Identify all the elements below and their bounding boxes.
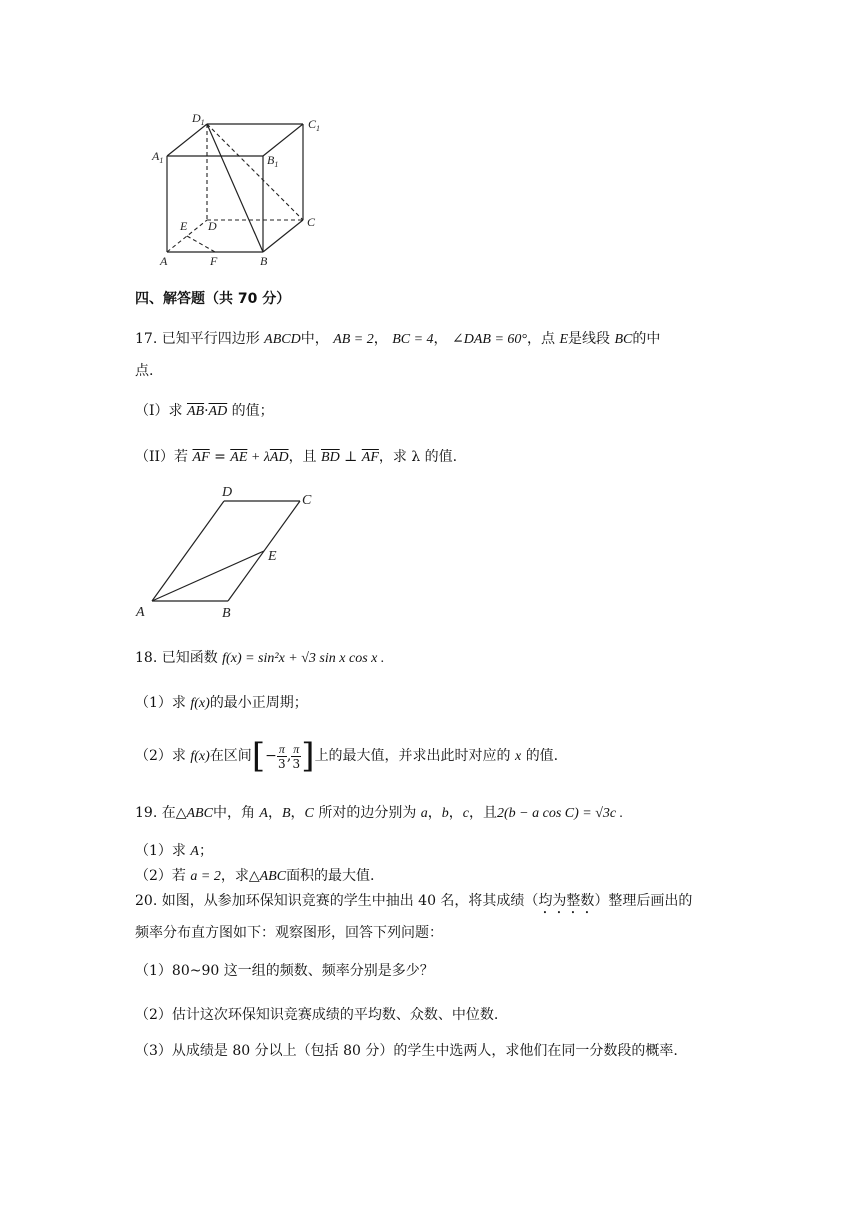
- q18-part2: （2）求 f(x)在区间[− $\frac{\pi}{3}$ , $\frac{\pi}{3}$ ]上的最大值，并求出此时对应的 x 的值.: [135, 736, 559, 776]
- q19-line1: 19. 在△ABC中，角 A，B，C 所对的边分别为 a，b，c，且2(b − a cos C) = √3c .: [135, 805, 624, 821]
- q18-line1: 18. 已知函数 f(x) = sin²x + √3 sin x cos x .: [135, 650, 385, 666]
- label-f: F: [210, 254, 218, 268]
- label-b1: $B_1$: [267, 153, 279, 169]
- label-a1: $A_1$: [152, 149, 164, 165]
- q18-part1: （1）求 f(x)的最小正周期；: [135, 695, 308, 711]
- q20-part1: （1）80~90 这一组的频数、频率分别是多少？: [135, 963, 434, 979]
- label-c1: $C_1$: [308, 117, 321, 133]
- cube-figure: [150, 110, 330, 270]
- label-d: D: [208, 219, 217, 233]
- label-e: E: [268, 549, 277, 564]
- segment-a-e: [152, 551, 264, 601]
- label-c: C: [307, 215, 316, 229]
- q19-part2: （2）若 a = 2，求△ABC面积的最大值.: [135, 868, 375, 884]
- q20-part3: （3）从成绩是 80 分以上（包括 80 分）的学生中选两人，求他们在同一分数段的概率.: [135, 1043, 678, 1059]
- q17-part2: （II）若 $\overline{AF} = \overline{AE} + \lambda\overline{AD}$，且 $\overline{BD}$ ⊥ $\overline{AF}$，求 λ 的值.: [135, 449, 458, 465]
- q20-line2: 频率分布直方图如下：观察图形，回答下列问题：: [135, 925, 443, 941]
- label-c: C: [302, 493, 312, 508]
- q20-part2: （2）估计这次环保知识竞赛成绩的平均数、众数、中位数.: [135, 1007, 499, 1023]
- q17-line2: 点.: [135, 363, 154, 379]
- edge-b1-c1: [263, 124, 303, 156]
- hidden-d1-c: [207, 124, 303, 220]
- section-title: 四、解答题（共 70 分）: [135, 291, 291, 307]
- label-b: B: [260, 254, 268, 268]
- q17-part1: （I）求 $\overline{AB}\cdot\overline{AD}$ 的值；: [135, 403, 274, 419]
- label-a: A: [136, 605, 145, 620]
- label-a: A: [160, 254, 168, 268]
- q19-part1: （1）求 A；: [135, 843, 213, 859]
- label-b: B: [222, 606, 231, 621]
- label-d: D: [222, 485, 233, 500]
- label-d1: $D_1$: [192, 111, 205, 127]
- parallelogram-figure: [130, 480, 330, 625]
- side-a-d: [152, 501, 224, 601]
- label-e: E: [180, 219, 188, 233]
- hidden-e-f: [187, 236, 215, 252]
- edge-a1-d1: [167, 124, 207, 156]
- q17-line1: 17. 已知平行四边形 ABCD中， AB = 2， BC = 4， ∠DAB = 60°，点 E是线段 BC的中: [135, 331, 661, 347]
- q20-line1: 20. 如图，从参加环保知识竞赛的学生中抽出 40 名，将其成绩（均为整数）整理后画出的: [135, 893, 693, 909]
- edge-b-c: [263, 220, 303, 252]
